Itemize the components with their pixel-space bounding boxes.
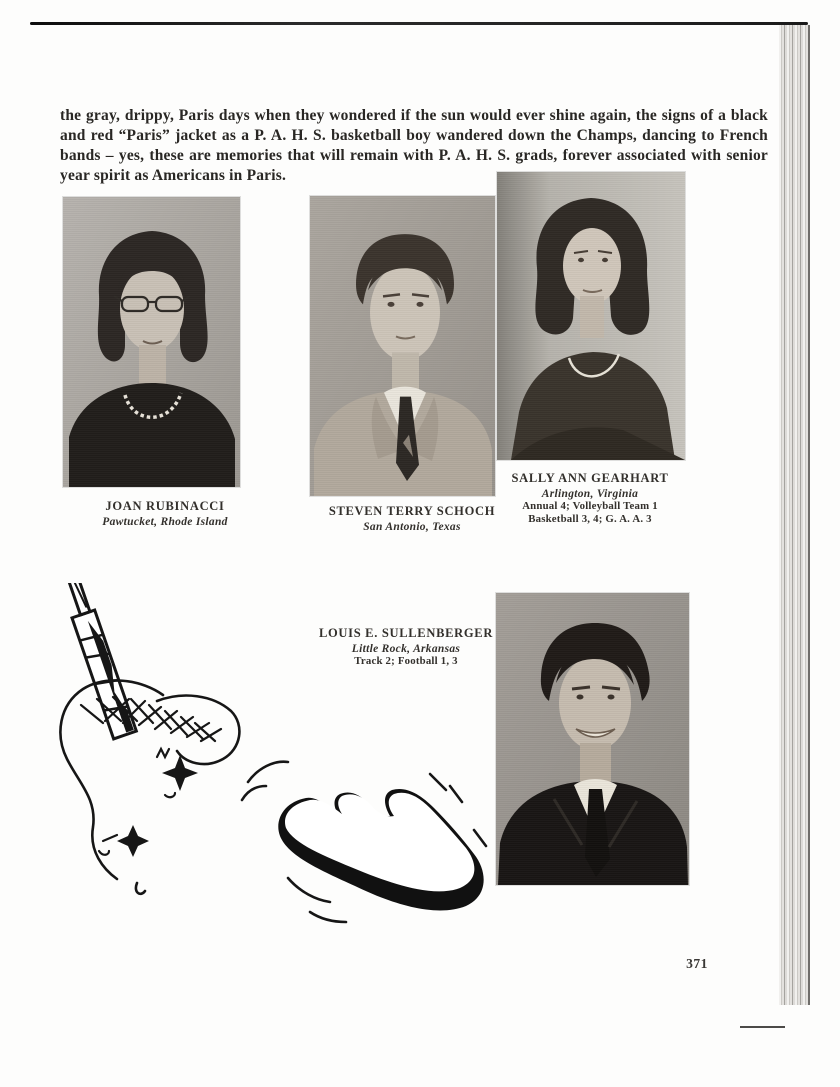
student-name: STEVEN TERRY SCHOCH: [328, 504, 496, 518]
student-hometown: Little Rock, Arkansas: [351, 643, 461, 655]
student-name: LOUIS E. SULLENBERGER: [318, 626, 494, 640]
student-name: SALLY ANN GEARHART: [511, 471, 669, 485]
scan-bottom-page-edge: [740, 1026, 785, 1028]
student-hometown: San Antonio, Texas: [363, 521, 461, 533]
portrait-illustration: [63, 197, 240, 487]
book-page-edges: [779, 25, 810, 1005]
beret-sketch-icon: [240, 750, 488, 938]
portrait-photo-steven-terry-schoch: [310, 196, 495, 496]
portrait-photo-joan-rubinacci: [63, 197, 240, 487]
student-activities-line: Basketball 3, 4; G. A. A. 3: [528, 513, 652, 526]
portrait-illustration: [497, 172, 685, 460]
scan-top-page-edge: [30, 22, 808, 25]
student-hometown: Pawtucket, Rhode Island: [102, 516, 228, 528]
caption-steven-terry-schoch: [312, 504, 512, 533]
caption-louis-sullenberger: [308, 626, 504, 668]
intro-paragraph: the gray, drippy, Paris days when they wondered if the sun would ever shine again, the signs of a black and red “Paris” jacket as a P. A. H. S. basketball boy wandered down the Champs, dancing to French bands – yes, these are memories that will remain with P. A. H. S. grads, forever associated with senior year spirit as Americans in Paris.: [60, 106, 768, 184]
caption-sally-ann-gearhart: [492, 471, 688, 527]
page-number: 371: [686, 956, 708, 971]
student-name: JOAN RUBINACCI: [105, 499, 225, 513]
student-hometown: Arlington, Virginia: [541, 488, 639, 500]
portrait-illustration: [310, 196, 495, 496]
portrait-photo-louis-sullenberger: [496, 593, 689, 885]
portrait-photo-sally-ann-gearhart: [497, 172, 685, 460]
portrait-illustration: [496, 593, 689, 885]
caption-joan-rubinacci: [70, 499, 260, 528]
student-activities-line: Track 2; Football 1, 3: [354, 655, 458, 667]
student-activities-line: Annual 4; Volleyball Team 1: [522, 500, 658, 512]
sketch: [240, 750, 488, 938]
